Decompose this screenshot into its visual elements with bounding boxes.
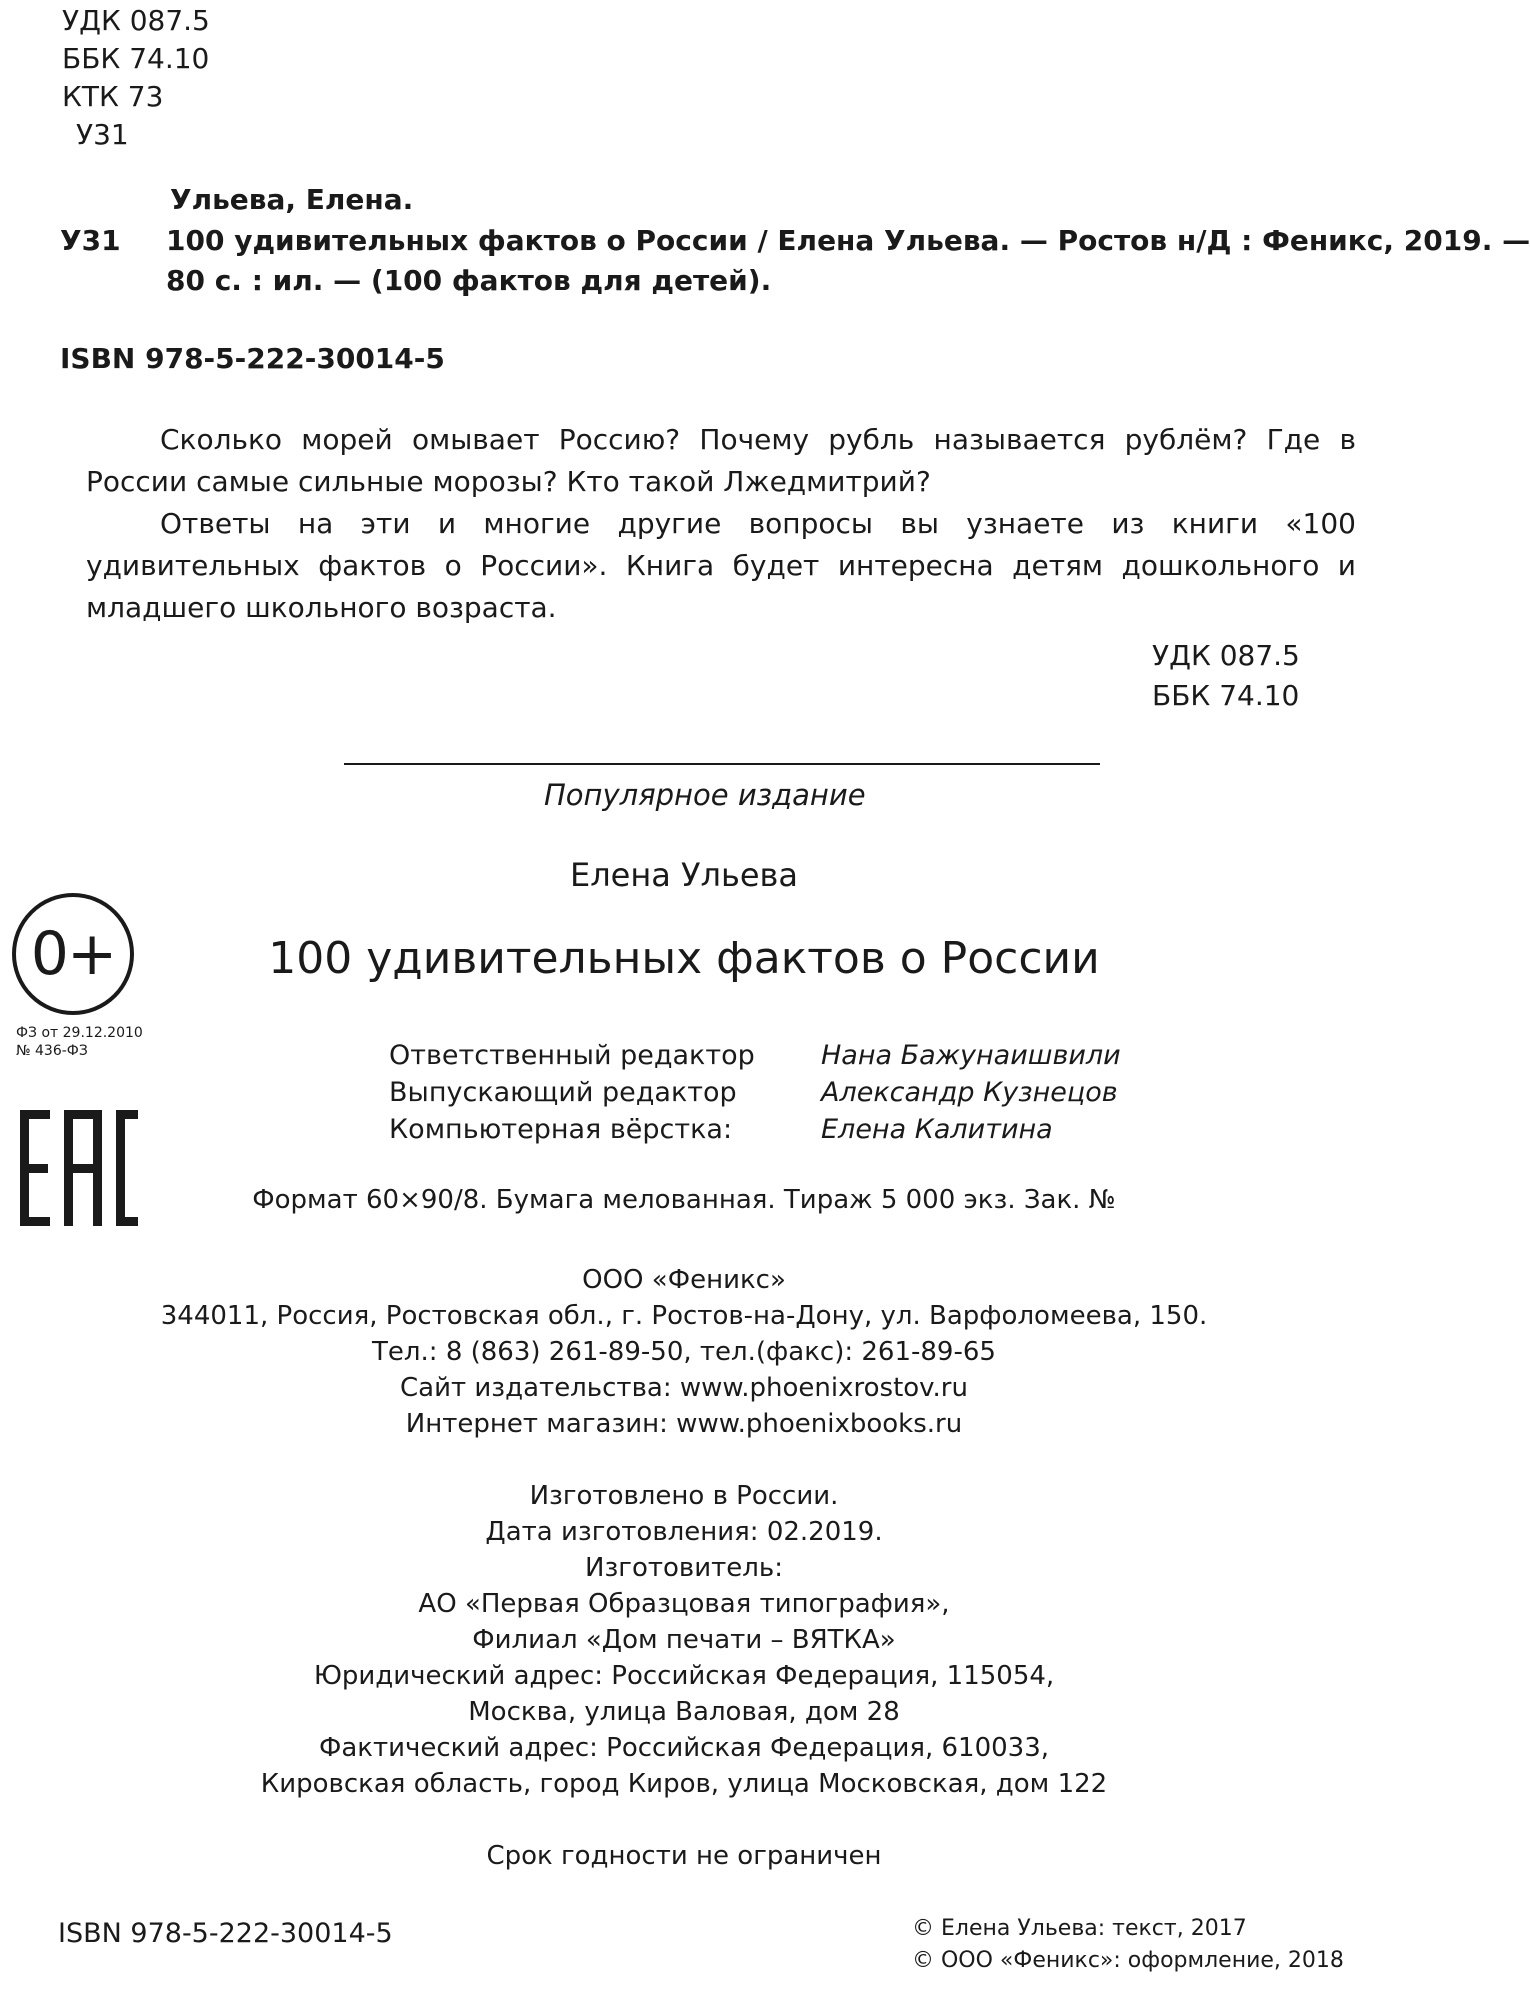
ktk-code: КТК 73 bbox=[62, 80, 164, 113]
bib-line-1: 100 удивительных фактов о России / Елена Ульева. — Ростов н/Д : Феникс, 2019. — bbox=[166, 224, 1530, 257]
made-in: Изготовлено в России. bbox=[529, 1481, 839, 1511]
credit-role: Выпускающий редактор bbox=[389, 1077, 737, 1108]
divider-line bbox=[344, 763, 1100, 765]
footer-isbn: ISBN 978-5-222-30014-5 bbox=[58, 1918, 393, 1949]
copyright-text: © Елена Ульева: текст, 2017 bbox=[912, 1916, 1247, 1941]
credit-name: Александр Кузнецов bbox=[821, 1077, 1118, 1108]
author-sign-code: У31 bbox=[76, 118, 129, 151]
credit-name: Нана Бажунаишвили bbox=[821, 1040, 1121, 1071]
actual-address-1: Фактический адрес: Российская Федерация, 610033, bbox=[318, 1733, 1050, 1763]
credit-row bbox=[389, 1037, 1121, 1074]
annotation-bbk: ББК 74.10 bbox=[1152, 679, 1300, 712]
eac-icon bbox=[20, 1110, 138, 1226]
publisher-phone: Тел.: 8 (863) 261-89-50, тел.(факс): 261-89-65 bbox=[372, 1337, 996, 1367]
edition-type: Популярное издание bbox=[544, 778, 866, 812]
publisher-site: Сайт издательства: www.phoenixrostov.ru bbox=[400, 1373, 968, 1403]
bib-line-2: 80 с. : ил. — (100 фактов для детей). bbox=[166, 264, 772, 297]
classification-codes bbox=[62, 2, 210, 154]
law-reference-line-2: № 436-ФЗ bbox=[16, 1043, 88, 1059]
law-reference bbox=[16, 1024, 143, 1060]
credit-row bbox=[389, 1111, 1121, 1148]
isbn-bold: ISBN 978-5-222-30014-5 bbox=[60, 342, 445, 375]
printing-branch: Филиал «Дом печати – ВЯТКА» bbox=[472, 1625, 896, 1655]
annotation-paragraph-2: Ответы на эти и многие другие вопросы вы узнаете из книги «100 удивительных фактов о России». Книга будет интересна детям дошкольного и младшего школьного возраста. bbox=[86, 507, 1356, 624]
author-heading: Ульева, Елена. bbox=[170, 183, 414, 216]
manufacturer-label: Изготовитель: bbox=[585, 1553, 783, 1583]
age-rating-icon bbox=[12, 893, 134, 1015]
shelf-life: Срок годности не ограничен bbox=[486, 1841, 882, 1871]
udk-code: УДК 087.5 bbox=[62, 4, 210, 37]
copyright-design: © ООО «Феникс»: оформление, 2018 bbox=[912, 1948, 1344, 1973]
credit-row bbox=[389, 1074, 1121, 1111]
credit-role: Компьютерная вёрстка: bbox=[389, 1114, 733, 1145]
age-rating-label: 0+ bbox=[30, 919, 116, 989]
credit-role: Ответственный редактор bbox=[389, 1040, 755, 1071]
credits bbox=[389, 1037, 1121, 1148]
format-line: Формат 60×90/8. Бумага мелованная. Тираж 5 000 экз. Зак. № bbox=[252, 1185, 1116, 1215]
publisher-name: ООО «Феникс» bbox=[582, 1265, 786, 1295]
annotation-paragraph-1: Сколько морей омывает Россию? Почему рубль называется рублём? Где в России самые сильные морозы? Кто такой Лжедмитрий? bbox=[86, 423, 1356, 498]
credit-name: Елена Калитина bbox=[821, 1114, 1053, 1145]
legal-address-2: Москва, улица Валовая, дом 28 bbox=[468, 1697, 900, 1727]
publisher-shop: Интернет магазин: www.phoenixbooks.ru bbox=[405, 1409, 963, 1439]
annotation-udk: УДК 087.5 bbox=[1152, 639, 1300, 672]
actual-address-2: Кировская область, город Киров, улица Московская, дом 122 bbox=[260, 1769, 1108, 1799]
manufacture-date: Дата изготовления: 02.2019. bbox=[485, 1517, 883, 1547]
publisher-address: 344011, Россия, Ростовская обл., г. Ростов-на-Дону, ул. Варфоломеева, 150. bbox=[160, 1301, 1208, 1331]
legal-address-1: Юридический адрес: Российская Федерация, 115054, bbox=[313, 1661, 1055, 1691]
law-reference-line-1: ФЗ от 29.12.2010 bbox=[16, 1025, 143, 1041]
author-sign: У31 bbox=[60, 224, 121, 257]
printing-house: АО «Первая Образцовая типография», bbox=[418, 1589, 950, 1619]
annotation bbox=[86, 419, 1356, 629]
bbk-code: ББК 74.10 bbox=[62, 42, 210, 75]
book-title: 100 удивительных фактов о России bbox=[268, 933, 1100, 984]
imprint-author: Елена Ульева bbox=[569, 856, 799, 894]
